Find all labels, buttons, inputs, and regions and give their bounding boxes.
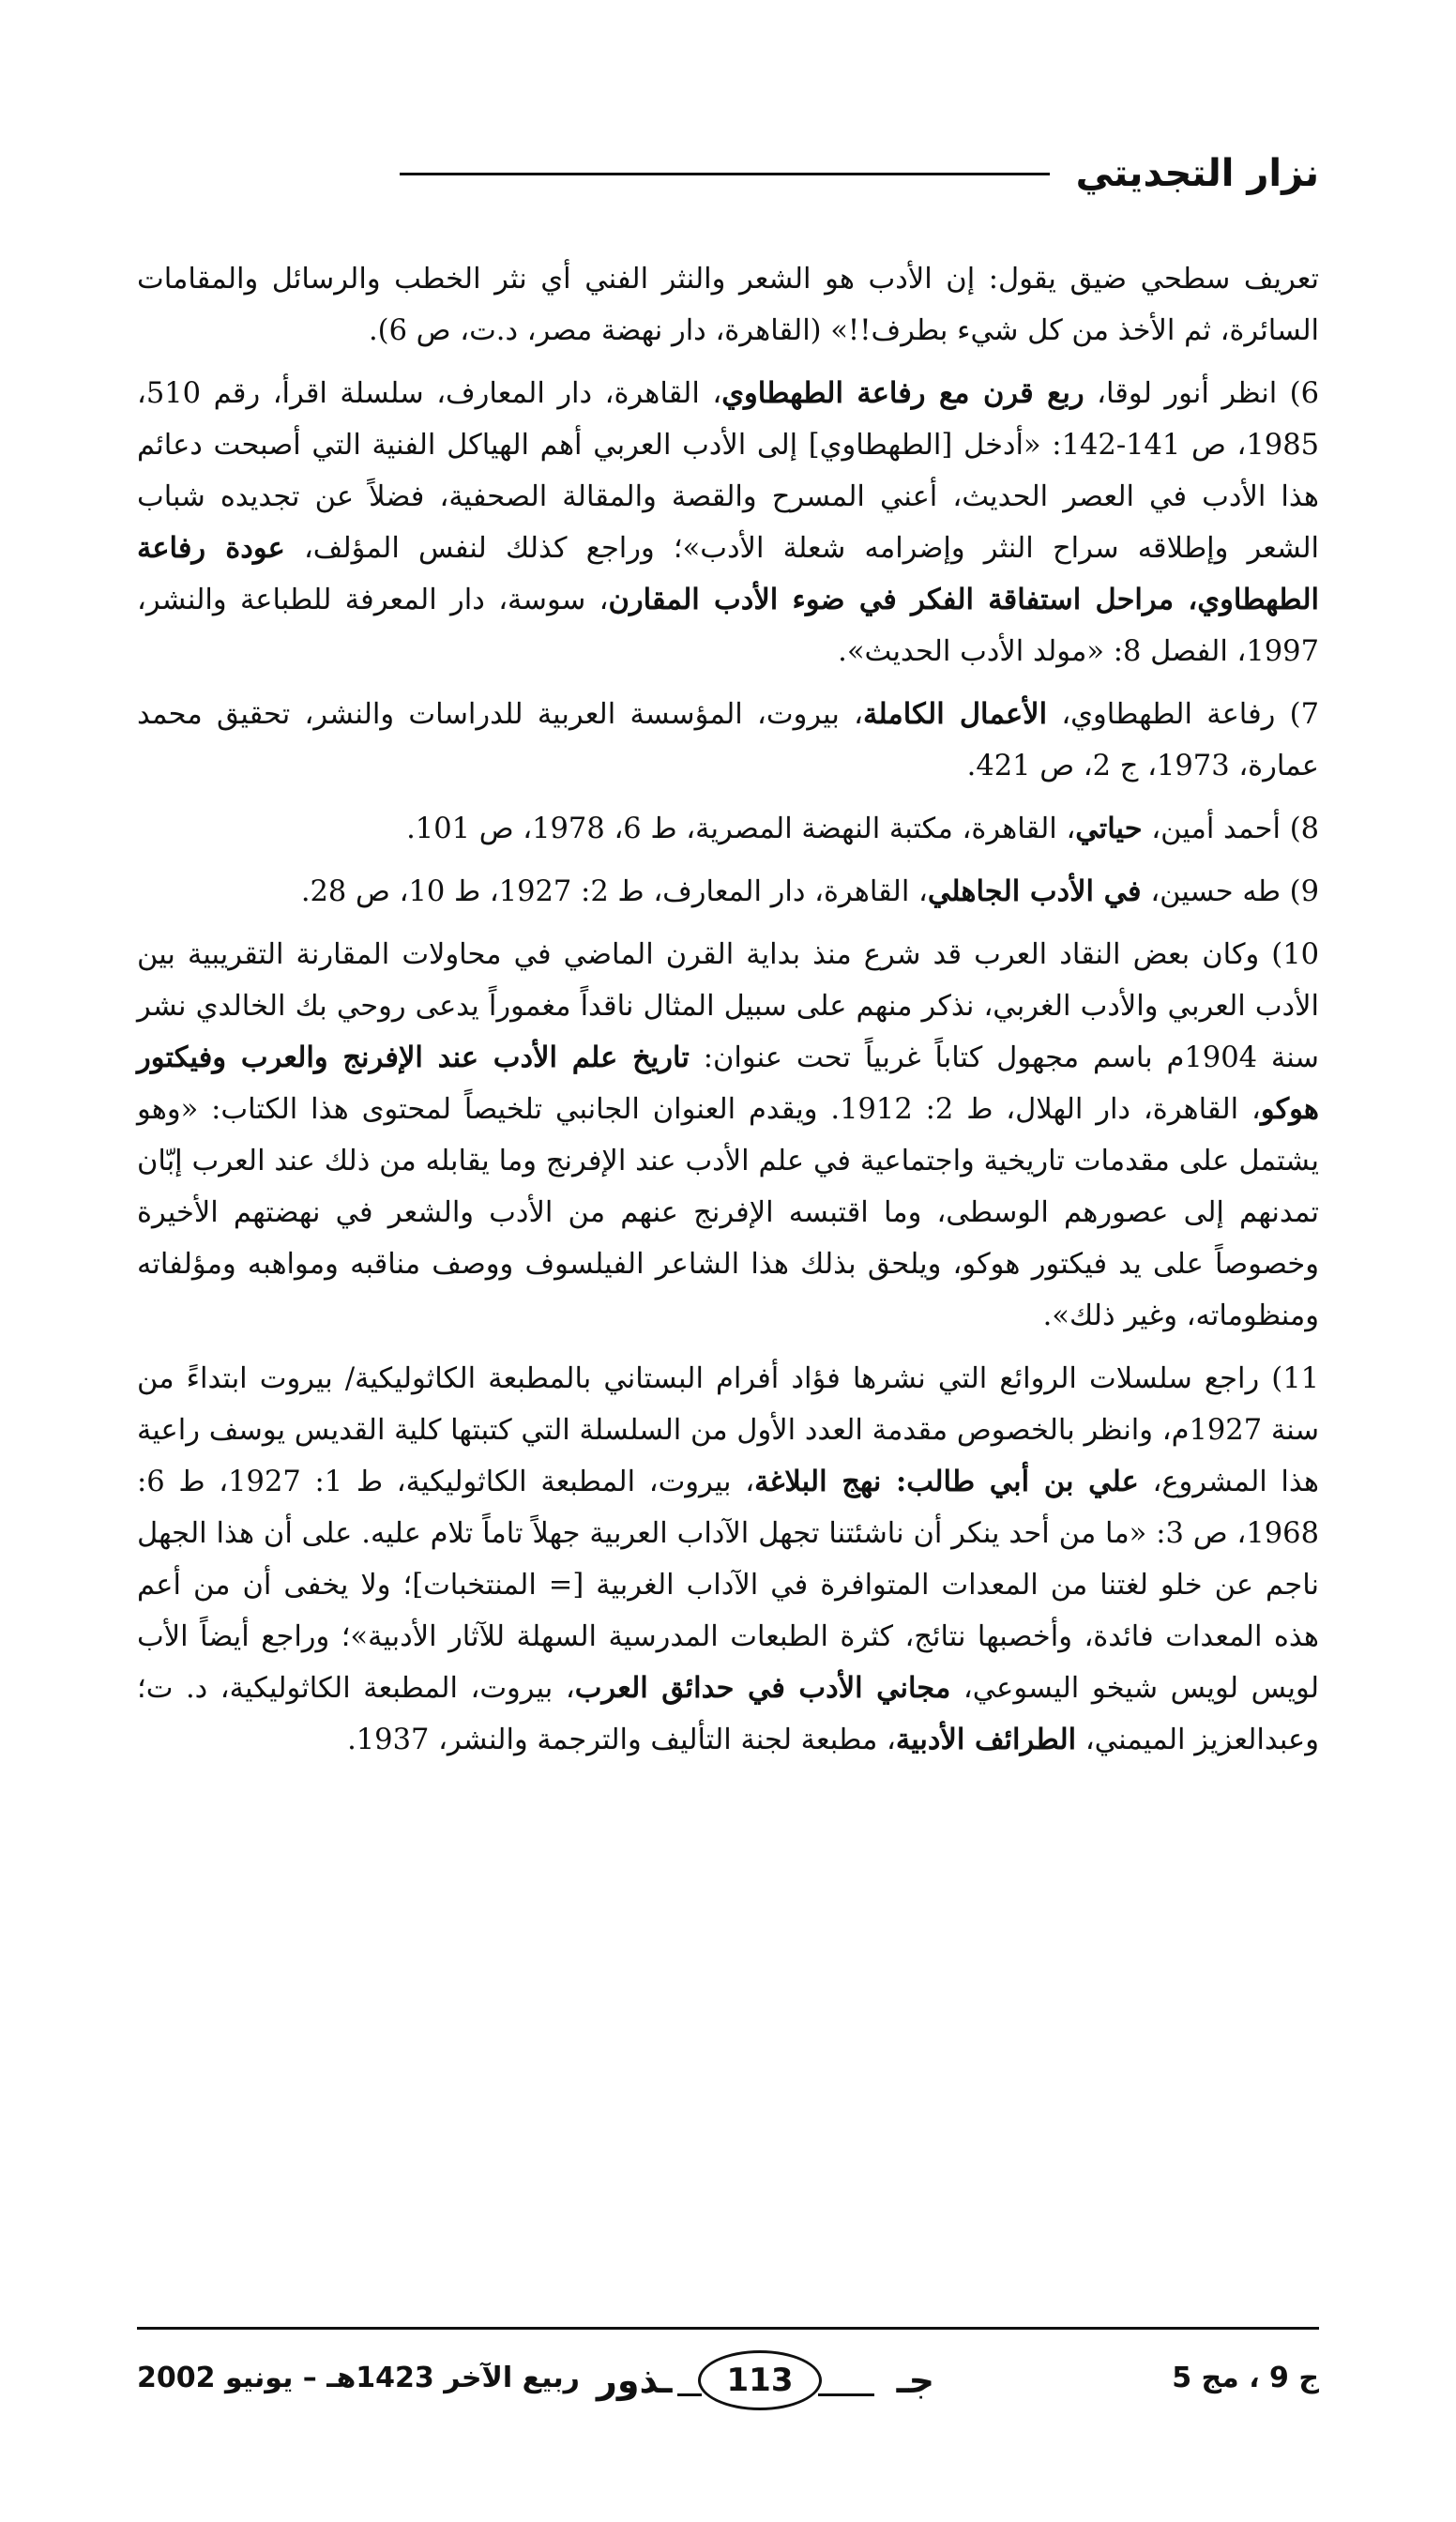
cited-title: الطرائف الأدبية: [895, 1723, 1077, 1756]
note-text: ، بيروت، المؤسسة العربية للدراسات والنشر، تحقيق محمد عمارة، 1973، ج 2، ص 421.: [137, 698, 1319, 782]
cited-title: علي بن أبي طالب: نهج البلاغة: [754, 1465, 1139, 1498]
endnote-10: [137, 929, 1319, 1342]
logo-tail-right: [818, 2393, 874, 2396]
endnote-7: [137, 689, 1319, 792]
endnote-11: [137, 1353, 1319, 1766]
cited-title: عودة رفاعة الطهطاوي، مراحل استفاقة الفكر في ضوء الأدب المقارن: [137, 531, 1319, 616]
endnotes: [137, 253, 1319, 1777]
cited-title: حياتي: [1075, 812, 1143, 845]
note-text: ، سوسة، دار المعرفة للطباعة والنشر، 1997، الفصل 8: «مولد الأدب الحديث».: [137, 584, 1319, 668]
note-text: ، القاهرة، مكتبة النهضة المصرية، ط 6، 1978، ص 101.: [406, 813, 1076, 845]
author-name: نزار التجديتي: [1075, 152, 1319, 195]
note-text: 6) انظر أنور لوقا،: [1084, 377, 1319, 410]
note-text: 9) طه حسين،: [1141, 875, 1319, 908]
note-text: ، القاهرة، دار الهلال، ط 2: 1912. ويقدم العنوان الجانبي تلخيصاً لمحتوى هذا الكتاب: «وهو يشتمل على مقدمات تاريخية واجتماعية في علم الأدب عند الإفرنج وما يقابله من ذلك عند العرب إبّان تمدنهم إلى عصورهم الوسطى، وما اقتبسه الإفرنج عنهم من الأدب والشعر في نهضتهم الأخيرة وخصوصاً على يد فيكتور هوكو، ويلحق بذلك هذا الشاعر الفيلسوف ووصف مناقبه ومواهبه ومؤلفاته ومنظوماته، وغير ذلك».: [137, 1093, 1319, 1332]
journal-name-right: جـ: [896, 2360, 934, 2401]
note-text: 10) وكان بعض النقاد العرب قد شرع منذ بداية القرن الماضي في محاولات المقارنة التقريبية بين الأدب العربي والأدب الغربي، نذكر منهم على سبيل المثال ناقداً مغموراً يدعى روحي بك الخالدي نشر سنة 1904م باسم مجهول كتاباً غربياً تحت عنوان:: [137, 938, 1319, 1074]
page-footer: [137, 2341, 1319, 2425]
page: [137, 141, 1319, 2486]
page-number-oval: [698, 2350, 822, 2410]
endnote-6: [137, 368, 1319, 677]
note-text: 8) أحمد أمين،: [1142, 813, 1319, 845]
cited-title: في الأدب الجاهلي: [927, 874, 1142, 908]
note-text: 11) راجع سلسلات الروائع التي نشرها فؤاد أفرام البستاني بالمطبعة الكاثوليكية/ بيروت ابتداءً من سنة 1927م، وانظر بالخصوص مقدمة العدد الأول من السلسلة التي كتبتها كلية القديس يوسف راعية هذا المشروع،: [137, 1362, 1319, 1498]
note-text: ، بيروت، المطبعة الكاثوليكية، ط 1: 1927، ط 6: 1968، ص 3: «ما من أحد ينكر أن ناشئتنا تجهل الآداب العربية جهلاً تاماً تلام عليه. على أن هذا الجهل ناجم عن خلو لغتنا من المعدات المتوافرة في الآداب الغربية [= المنتخبات]؛ ولا يخفى أن من أعم هذه المعدات فائدة، وأخصبها نتائج، كثرة الطبعات المدرسية السهلة للآثار الأدبية»؛ وراجع أيضاً الأب لويس لويس شيخو اليسوعي،: [137, 1466, 1319, 1705]
cited-title: الأعمال الكاملة: [862, 697, 1048, 731]
issue-date: ربيع الآخر 1423هـ – يونيو 2002: [137, 2362, 580, 2394]
endnote-9: [137, 866, 1319, 918]
note-text: 7) رفاعة الطهطاوي،: [1047, 698, 1319, 731]
endnote-5-cont: [137, 253, 1319, 357]
header-rule: [400, 173, 1050, 175]
note-text: ، مطبعة لجنة التأليف والترجمة والنشر، 1937.: [347, 1724, 896, 1756]
cited-title: تاريخ علم الأدب عند الإفرنج والعرب وفيكتور هوكو: [137, 1041, 1319, 1126]
note-text: ، القاهرة، دار المعارف، ط 2: 1927، ط 10، ص 28.: [300, 875, 928, 908]
cited-title: ربع قرن مع رفاعة الطهطاوي: [721, 376, 1084, 410]
journal-name-left: ـذور: [597, 2360, 673, 2401]
endnote-8: [137, 803, 1319, 855]
cited-title: مجاني الأدب في حدائق العرب: [574, 1671, 951, 1705]
note-text: تعريف سطحي ضيق يقول: إن الأدب هو الشعر والنثر الفني أي نثر الخطب والرسائل والمقامات السائرة، ثم الأخذ من كل شيء بطرف!!» (القاهرة، دار نهضة مصر، د.ت، ص 6).: [137, 263, 1319, 347]
running-head: [137, 141, 1319, 206]
issue-number: ج 9 ، مج 5: [1172, 2362, 1319, 2394]
page-number: 113: [726, 2362, 794, 2399]
note-text: ، بيروت، المطبعة الكاثوليكية، د. ت؛ وعبدالعزيز الميمني،: [137, 1672, 1319, 1756]
footer-rule: [137, 2327, 1319, 2330]
note-text: ، القاهرة، دار المعارف، سلسلة اقرأ، رقم 510، 1985، ص 141-142: «أدخل [الطهطاوي] إلى الأدب العربي أهم الهياكل الفنية التي أصبحت دعائم هذا الأدب في العصر الحديث، أعني المسرح والقصة والمقالة الصحفية، فضلاً عن تجديده شباب الشعر وإطلاقه سراح النثر وإضرامه شعلة الأدب»؛ وراجع كذلك لنفس المؤلف،: [137, 377, 1320, 565]
journal-logo: [587, 2347, 944, 2418]
logo-tail-left: [677, 2393, 702, 2396]
